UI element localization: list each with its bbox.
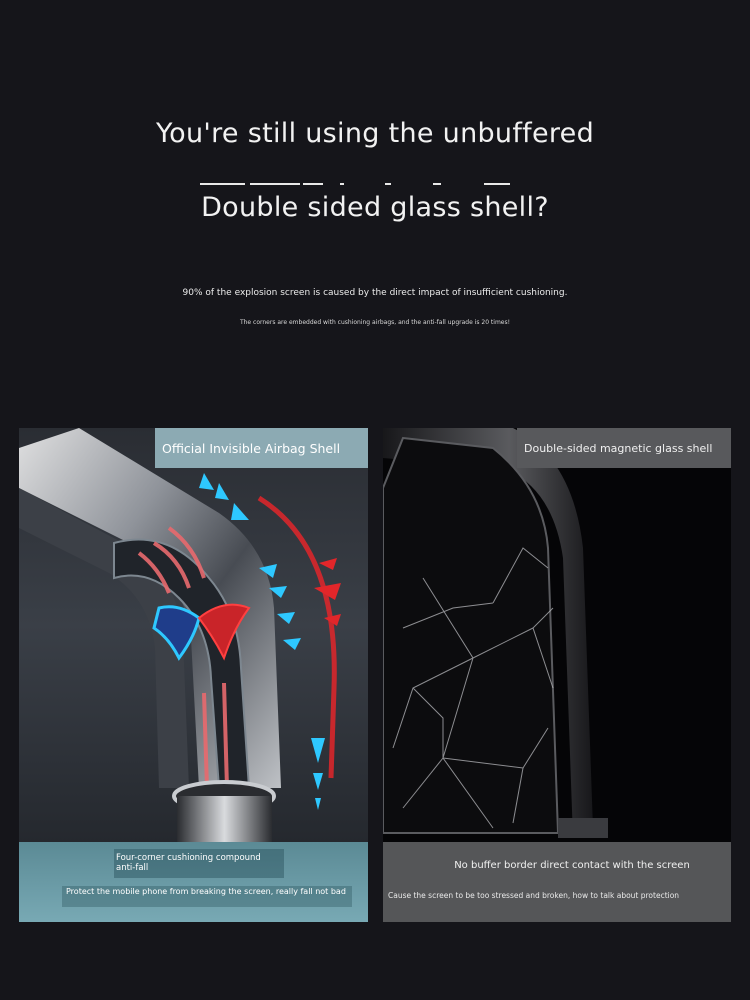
glass-shell-tag: Double-sided magnetic glass shell [517,428,731,468]
glass-shell-caption [383,842,731,922]
airbag-note-2: Protect the mobile phone from breaking the screen, really fall not bad [62,886,352,907]
airbag-shell-panel [19,428,368,922]
airbag-shell-tag: Official Invisible Airbag Shell [155,428,368,468]
glass-note-1: No buffer border direct contact with the screen [454,860,690,871]
subtitle-upgrade: The corners are embedded with cushioning airbags, and the anti-fall upgrade is 20 times! [239,319,511,326]
headline-line-1: You're still using the unbuffered [155,118,595,149]
airbag-note-1: Four-corner cushioning compound anti-fall [114,849,284,878]
airbag-shell-caption [19,842,368,922]
glass-shell-panel [383,428,731,922]
subtitle-statistic: 90% of the explosion screen is caused by the direct impact of insufficient cushioning. [182,288,568,298]
headline-line-2: Double sided glass shell? [201,192,549,223]
glass-note-2: Cause the screen to be too stressed and broken, how to talk about protection [388,891,680,900]
decorative-dash-row [0,183,750,187]
